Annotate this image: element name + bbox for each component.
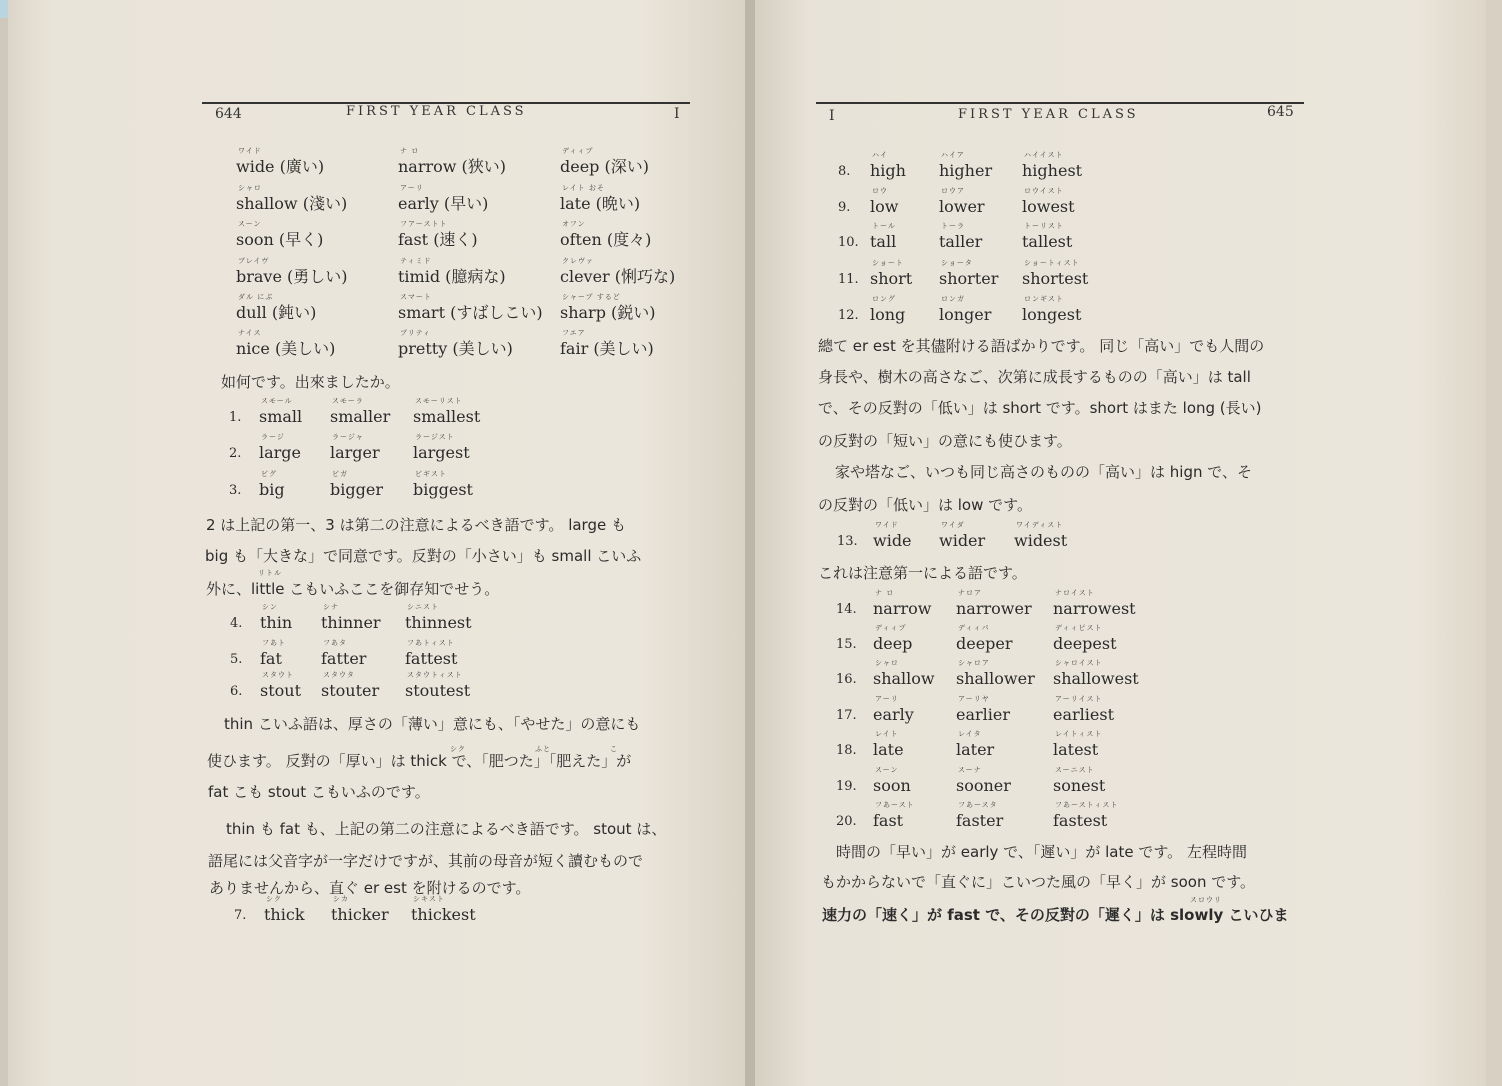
- list-number: 8.: [838, 164, 851, 179]
- vocab-ruby: オフン: [562, 220, 586, 228]
- vocab-ruby: ディィプ: [562, 147, 594, 155]
- list-word-ruby: シキスト: [413, 895, 445, 903]
- para7-line2: もかからないで「直ぐに」こいつた風の「早く」が soon です。: [821, 873, 1256, 891]
- list-number: 12.: [838, 308, 859, 323]
- para5-line2: の反對の「低い」は low です。: [818, 496, 1032, 514]
- para4-line1: 總て er est を其儘附ける語ばかりです。 同じ「高い」でも人間の: [818, 337, 1265, 355]
- list-word: large: [259, 443, 302, 462]
- list-word: longer: [939, 305, 992, 324]
- list-word-ruby: スモーリスト: [415, 397, 463, 405]
- list-word-ruby: ディィパ: [958, 624, 990, 632]
- list-word: latest: [1053, 740, 1099, 759]
- list-word-ruby: スタウトィスト: [407, 671, 463, 679]
- list-word: faster: [956, 811, 1004, 830]
- list-word-ruby: シン: [262, 603, 278, 611]
- ruby-slowly: スロウリ: [1190, 896, 1222, 904]
- list-word: widest: [1014, 531, 1068, 550]
- para6: これは注意第一による語です。: [818, 564, 1027, 582]
- vocab-ruby: シャープ するど: [562, 293, 621, 301]
- left-page-number: 644: [215, 106, 242, 122]
- list-word-ruby: トーラ: [941, 222, 965, 230]
- list-word: small: [259, 407, 303, 426]
- vocab-item: often (度々): [560, 230, 652, 249]
- list-word: sonest: [1053, 776, 1106, 795]
- left-header-mark: I: [674, 106, 680, 122]
- list-word-ruby: スモール: [261, 397, 293, 405]
- list-word-ruby: シク: [266, 895, 282, 903]
- list-word: smallest: [413, 407, 481, 426]
- vocab-item: pretty (美しい): [398, 339, 513, 358]
- list-word: tallest: [1022, 232, 1073, 251]
- list-word-ruby: トーリスト: [1024, 222, 1064, 230]
- para3-line3: ありませんから、直ぐ er est を附けるのです。: [209, 879, 531, 897]
- list-word-ruby: ディィピスト: [1055, 624, 1103, 632]
- list-word: narrower: [956, 599, 1032, 618]
- list-word: wider: [939, 531, 986, 550]
- list-word-ruby: ショートィスト: [1024, 259, 1080, 267]
- list-word-ruby: ビグ: [261, 470, 277, 478]
- para4-line4: の反對の「短い」の意にも使ひます。: [818, 432, 1072, 450]
- list-number: 9.: [838, 200, 851, 215]
- vocab-item: shallow (淺い): [236, 194, 348, 213]
- list-word: big: [259, 480, 285, 499]
- list-number: 3.: [229, 483, 242, 498]
- vocab-ruby: シャロ: [238, 184, 262, 192]
- vocab-ruby: ナ ロ: [400, 147, 420, 155]
- list-word: bigger: [330, 480, 383, 499]
- list-word: thick: [264, 905, 305, 924]
- list-word: thickest: [411, 905, 476, 924]
- ruby-ko: こ: [610, 745, 618, 753]
- vocab-item: dull (鈍い): [236, 303, 317, 322]
- list-number: 2.: [229, 446, 242, 461]
- right-page-number: 645: [1267, 104, 1294, 120]
- list-word: long: [870, 305, 906, 324]
- list-word-ruby: ラージスト: [415, 433, 455, 441]
- list-word-ruby: ロウア: [941, 187, 965, 195]
- list-word-ruby: シャロイスト: [1055, 659, 1103, 667]
- list-word-ruby: レイトィスト: [1055, 730, 1103, 738]
- list-word-ruby: スーナ: [958, 766, 982, 774]
- list-word-ruby: レイト: [875, 730, 899, 738]
- vocab-ruby: ブレイヴ: [238, 257, 270, 265]
- list-number: 15.: [836, 637, 857, 652]
- list-word-ruby: ロング: [872, 295, 896, 303]
- list-word-ruby: ロウ: [872, 187, 888, 195]
- list-word-ruby: シナ: [323, 603, 339, 611]
- list-number: 13.: [837, 534, 858, 549]
- left-header-title: FIRST YEAR CLASS: [346, 104, 527, 119]
- list-number: 11.: [838, 272, 859, 287]
- para3-line1: thin も fat も、上記の第二の注意によるべき語です。 stout は、: [226, 820, 667, 838]
- para4-line3: で、その反對の「低い」は short です。short はまた long (長い): [818, 399, 1262, 417]
- list-word: later: [956, 740, 995, 759]
- list-word-ruby: ハイイスト: [1024, 151, 1064, 159]
- list-number: 16.: [836, 672, 857, 687]
- list-word: taller: [939, 232, 983, 251]
- list-word-ruby: ナ ロ: [875, 589, 895, 597]
- book-gutter: [745, 0, 755, 1086]
- vocab-item: deep (深い): [560, 157, 649, 176]
- list-word-ruby: スモーラ: [332, 397, 364, 405]
- vocab-item: fast (速く): [398, 230, 478, 249]
- list-word: shallow: [873, 669, 935, 688]
- list-word: thinnest: [405, 613, 472, 632]
- list-word-ruby: ロンガ: [941, 295, 965, 303]
- list-word: higher: [939, 161, 993, 180]
- list-word-ruby: トール: [872, 222, 896, 230]
- list-word-ruby: ハイア: [941, 151, 965, 159]
- list-word: wide: [873, 531, 912, 550]
- list-word-ruby: シニスト: [407, 603, 439, 611]
- vocab-item: soon (早く): [236, 230, 324, 249]
- right-header-rule: [816, 102, 1304, 104]
- list-word-ruby: スタウタ: [323, 671, 355, 679]
- list-number: 7.: [234, 908, 247, 923]
- list-word: biggest: [413, 480, 473, 499]
- para7-line1: 時間の「早い」が early で、「遲い」が late です。 左程時間: [836, 843, 1247, 861]
- list-word: earlier: [956, 705, 1011, 724]
- list-number: 14.: [836, 602, 857, 617]
- list-word: stout: [260, 681, 302, 700]
- vocab-item: smart (すばしこい): [398, 303, 543, 322]
- list-word-ruby: フあト: [262, 639, 286, 647]
- list-number: 17.: [836, 708, 857, 723]
- vocab-item: clever (悧巧な): [560, 267, 676, 286]
- list-word-ruby: ディィプ: [875, 624, 907, 632]
- list-word: lower: [939, 197, 985, 216]
- vocab-ruby: プリティ: [400, 329, 432, 337]
- list-number: 5.: [230, 652, 243, 667]
- ruby-futo: ふと: [535, 745, 551, 753]
- list-number: 10.: [838, 235, 859, 250]
- vocab-ruby: レイト おそ: [562, 184, 605, 192]
- list-word: fat: [260, 649, 282, 668]
- list-word: fattest: [405, 649, 458, 668]
- vocab-item: wide (廣い): [236, 157, 325, 176]
- vocab-ruby: スマート: [400, 293, 432, 301]
- vocab-item: sharp (鋭い): [560, 303, 656, 322]
- para2-line2: 使ひます。 反對の「厚い」は thick で、「肥つた」「肥えた」が: [207, 752, 632, 770]
- list-word-ruby: アーリイスト: [1055, 695, 1103, 703]
- right-header-mark: I: [829, 108, 835, 124]
- list-word-ruby: ロウイスト: [1024, 187, 1064, 195]
- vocab-item: nice (美しい): [236, 339, 336, 358]
- vocab-ruby: フアーストト: [400, 220, 448, 228]
- list-word-ruby: ラージャ: [332, 433, 364, 441]
- list-number: 6.: [230, 684, 243, 699]
- para7-line3: 速力の「速く」が fast で、その反對の「遲く」は slowly こいひま: [822, 906, 1289, 924]
- list-word-ruby: フあタ: [323, 639, 347, 647]
- list-number: 20.: [836, 814, 857, 829]
- para1-line1: 2 は上記の第一、3 は第二の注意によるべき語です。 large も: [206, 516, 626, 534]
- vocab-item: fair (美しい): [560, 339, 654, 358]
- list-word-ruby: ショータ: [941, 259, 973, 267]
- vocab-ruby: フエア: [562, 329, 586, 337]
- list-word: highest: [1022, 161, 1083, 180]
- list-word-ruby: ナロイスト: [1055, 589, 1095, 597]
- list-word: sooner: [956, 776, 1011, 795]
- list-word-ruby: ワイディスト: [1016, 521, 1064, 529]
- para5-line1: 家や塔なご、いつも同じ高さのものの「高い」は hign で、そ: [835, 463, 1252, 481]
- list-word-ruby: スタウト: [262, 671, 294, 679]
- list-word: tall: [870, 232, 897, 251]
- list-word-ruby: ロンギスト: [1024, 295, 1064, 303]
- para3-line2: 語尾には父音字が一字だけですが、其前の母音が短く讀むもので: [208, 852, 644, 870]
- list-word: deepest: [1053, 634, 1117, 653]
- list-word: deep: [873, 634, 913, 653]
- list-word: shallowest: [1053, 669, 1139, 688]
- vocab-item: brave (勇しい): [236, 267, 348, 286]
- list-word: smaller: [330, 407, 391, 426]
- list-word-ruby: ナロア: [958, 589, 982, 597]
- vocab-item: narrow (狹い): [398, 157, 507, 176]
- para1-line3: 外に、little こもいふここを御存知でせう。: [206, 580, 500, 598]
- list-word: fast: [873, 811, 904, 830]
- list-word-ruby: スーニスト: [1055, 766, 1095, 774]
- list-word: shortest: [1022, 269, 1089, 288]
- list-word-ruby: シャロ: [875, 659, 899, 667]
- vocab-item: timid (臆病な): [398, 267, 506, 286]
- list-word: shallower: [956, 669, 1035, 688]
- list-word: narrowest: [1053, 599, 1136, 618]
- list-word-ruby: ビガ: [332, 470, 348, 478]
- list-word-ruby: レイタ: [958, 730, 982, 738]
- list-number: 1.: [229, 410, 242, 425]
- vocab-ruby: ワイド: [238, 147, 262, 155]
- list-word: fastest: [1053, 811, 1108, 830]
- list-word: deeper: [956, 634, 1013, 653]
- vocab-ruby: ナイス: [238, 329, 262, 337]
- vocab-ruby: クレヴァ: [562, 257, 594, 265]
- list-word-ruby: フあーストィスト: [1055, 801, 1119, 809]
- list-word-ruby: ワイド: [875, 521, 899, 529]
- list-word: largest: [413, 443, 470, 462]
- list-word-ruby: ワイダ: [941, 521, 965, 529]
- vocab-item: early (早い): [398, 194, 489, 213]
- right-header-title: FIRST YEAR CLASS: [958, 107, 1139, 122]
- list-number: 18.: [836, 743, 857, 758]
- list-word: thin: [260, 613, 293, 632]
- list-word: short: [870, 269, 913, 288]
- para2-line3: fat こも stout こもいふのです。: [208, 783, 430, 801]
- list-word-ruby: アーリ: [875, 695, 899, 703]
- list-word: high: [870, 161, 906, 180]
- list-word: low: [870, 197, 899, 216]
- list-word: soon: [873, 776, 911, 795]
- list-number: 19.: [836, 779, 857, 794]
- list-word-ruby: ビギスト: [415, 470, 447, 478]
- list-word-ruby: フあースト: [875, 801, 915, 809]
- para-question: 如何です。出來ましたか。: [221, 373, 400, 391]
- list-word-ruby: ラージ: [261, 433, 285, 441]
- list-word: shorter: [939, 269, 999, 288]
- list-word: lowest: [1022, 197, 1075, 216]
- list-word-ruby: シカ: [333, 895, 349, 903]
- list-word-ruby: シャロア: [958, 659, 990, 667]
- list-word: fatter: [321, 649, 367, 668]
- ruby-little: リトル: [258, 569, 282, 577]
- list-word-ruby: ショート: [872, 259, 904, 267]
- list-word-ruby: ハイ: [872, 151, 888, 159]
- vocab-ruby: スーン: [238, 220, 262, 228]
- list-word-ruby: アーリヤ: [958, 695, 990, 703]
- list-word: stouter: [321, 681, 380, 700]
- vocab-item: late (晩い): [560, 194, 641, 213]
- list-word-ruby: スーン: [875, 766, 899, 774]
- list-word-ruby: フあースタ: [958, 801, 998, 809]
- vocab-ruby: ダル にぶ: [238, 293, 274, 301]
- list-word: stoutest: [405, 681, 471, 700]
- list-word-ruby: フあトィスト: [407, 639, 455, 647]
- list-word: early: [873, 705, 914, 724]
- list-word: narrow: [873, 599, 932, 618]
- vocab-ruby: アーリ: [400, 184, 424, 192]
- para1-line2: big も「大きな」で同意です。反對の「小さい」も small こいふ: [205, 547, 642, 565]
- list-word: thicker: [331, 905, 389, 924]
- list-word: earliest: [1053, 705, 1114, 724]
- para4-line2: 身長や、樹木の高さなご、次第に成長するものの「高い」は tall: [818, 368, 1251, 386]
- ruby-thick: シク: [450, 745, 466, 753]
- list-word: thinner: [321, 613, 381, 632]
- list-word: larger: [330, 443, 380, 462]
- vocab-ruby: ティミド: [400, 257, 432, 265]
- list-word: late: [873, 740, 904, 759]
- para2-line1: thin こいふ語は、厚さの「薄い」意にも、「やせた」の意にも: [224, 715, 641, 733]
- list-word: longest: [1022, 305, 1082, 324]
- list-number: 4.: [230, 616, 243, 631]
